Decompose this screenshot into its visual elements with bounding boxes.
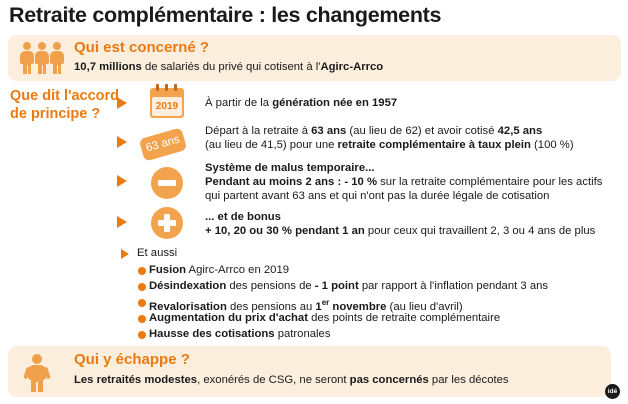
text-segment: Les retraités modestes bbox=[74, 374, 198, 386]
arrow-icon bbox=[117, 97, 127, 109]
text-segment: - 1 point bbox=[314, 280, 359, 292]
text-segment: À partir de la bbox=[205, 97, 273, 109]
malus-line-2 bbox=[205, 176, 602, 190]
also-item bbox=[149, 328, 330, 342]
also-label: Et aussi bbox=[137, 247, 178, 259]
text-segment: ... et de bonus bbox=[205, 211, 281, 223]
concerned-line bbox=[74, 61, 383, 75]
plus-icon bbox=[151, 207, 183, 239]
calendar-year: 2019 bbox=[152, 97, 182, 116]
text-segment: par rapport à l'inflation pendant 3 ans bbox=[358, 280, 549, 292]
text-segment: (au lieu de 62) et avoir cotisé bbox=[346, 125, 498, 137]
text-segment: Départ à la retraite à bbox=[205, 125, 312, 137]
bullet-icon bbox=[138, 267, 146, 275]
text-segment: (au lieu de 41,5) pour une bbox=[205, 139, 338, 151]
text-segment: 1 bbox=[315, 300, 322, 313]
text-segment: qui partent avant 63 ans et qui n'ont pas la durée légale de cotisation bbox=[205, 190, 550, 202]
text-segment: des pensions au bbox=[226, 300, 316, 313]
bullet-icon bbox=[138, 283, 146, 291]
text-segment: Agirc-Arrco en 2019 bbox=[186, 264, 290, 276]
escape-line bbox=[74, 374, 509, 388]
text-segment: , exonérés de CSG, ne seront bbox=[197, 374, 350, 386]
arrow-icon bbox=[117, 175, 127, 187]
age-badge: 63 ans bbox=[139, 127, 188, 161]
text-segment: 10,7 millions bbox=[74, 61, 142, 73]
bullet-icon bbox=[138, 299, 146, 307]
bonus-line-1 bbox=[205, 211, 281, 225]
text-segment: pas concernés bbox=[349, 374, 429, 386]
agreement-heading: Que dit l'accord de principe ? bbox=[10, 88, 119, 122]
text-segment: Pendant au moins 2 ans : - 10 % bbox=[205, 176, 378, 188]
text-segment: (au lieu d'avril) bbox=[386, 300, 463, 313]
also-item bbox=[149, 312, 500, 326]
minus-icon bbox=[151, 167, 183, 199]
departure-line-2 bbox=[205, 139, 574, 153]
also-item bbox=[149, 280, 548, 294]
bullet-icon bbox=[138, 331, 146, 339]
text-segment: Revalorisation bbox=[149, 300, 227, 313]
text-segment: par les décotes bbox=[428, 374, 509, 386]
text-segment: Augmentation du prix d'achat bbox=[149, 312, 308, 324]
bonus-line-2 bbox=[205, 225, 595, 239]
retiree-icon bbox=[26, 354, 48, 392]
text-segment: Système de malus temporaire... bbox=[205, 162, 375, 174]
text-segment: Fusion bbox=[149, 264, 187, 276]
page-title: Retraite complémentaire : les changements bbox=[9, 3, 442, 27]
text-segment: Agirc-Arrco bbox=[320, 61, 384, 73]
text-segment: patronales bbox=[274, 328, 331, 340]
escape-heading: Qui y échappe ? bbox=[74, 351, 190, 368]
brand-logo: idé bbox=[605, 384, 620, 399]
departure-line-1 bbox=[205, 125, 542, 139]
arrow-icon bbox=[121, 249, 129, 259]
text-segment: (100 %) bbox=[530, 139, 574, 151]
text-segment: er bbox=[321, 298, 330, 307]
text-segment: génération née en 1957 bbox=[272, 97, 398, 109]
text-segment: + 10, 20 ou 30 % pendant 1 an bbox=[205, 225, 365, 237]
text-segment: 63 ans bbox=[311, 125, 347, 137]
arrow-icon bbox=[117, 216, 127, 228]
bullet-icon bbox=[138, 315, 146, 323]
calendar-icon bbox=[150, 88, 184, 118]
people-icon bbox=[20, 42, 65, 74]
concerned-heading: Qui est concerné ? bbox=[74, 39, 210, 56]
text-segment: retraite complémentaire à taux plein bbox=[337, 139, 531, 151]
text-segment: des points de retraite complémentaire bbox=[307, 312, 501, 324]
text-segment: sur la retraite complémentaire pour les actifs bbox=[377, 176, 603, 188]
malus-line-3 bbox=[205, 190, 549, 204]
malus-line-1 bbox=[205, 162, 375, 176]
text-segment: novembre bbox=[329, 300, 387, 313]
also-item bbox=[149, 264, 289, 278]
arrow-icon bbox=[117, 136, 127, 148]
generation-line bbox=[205, 97, 397, 111]
text-segment: de salariés du privé qui cotisent à l' bbox=[141, 61, 321, 73]
text-segment: Désindexation bbox=[149, 280, 227, 292]
text-segment: pour ceux qui travaillent 2, 3 ou 4 ans de plus bbox=[364, 225, 596, 237]
text-segment: Hausse des cotisations bbox=[149, 328, 275, 340]
text-segment: des pensions de bbox=[226, 280, 315, 292]
text-segment: 42,5 ans bbox=[497, 125, 543, 137]
